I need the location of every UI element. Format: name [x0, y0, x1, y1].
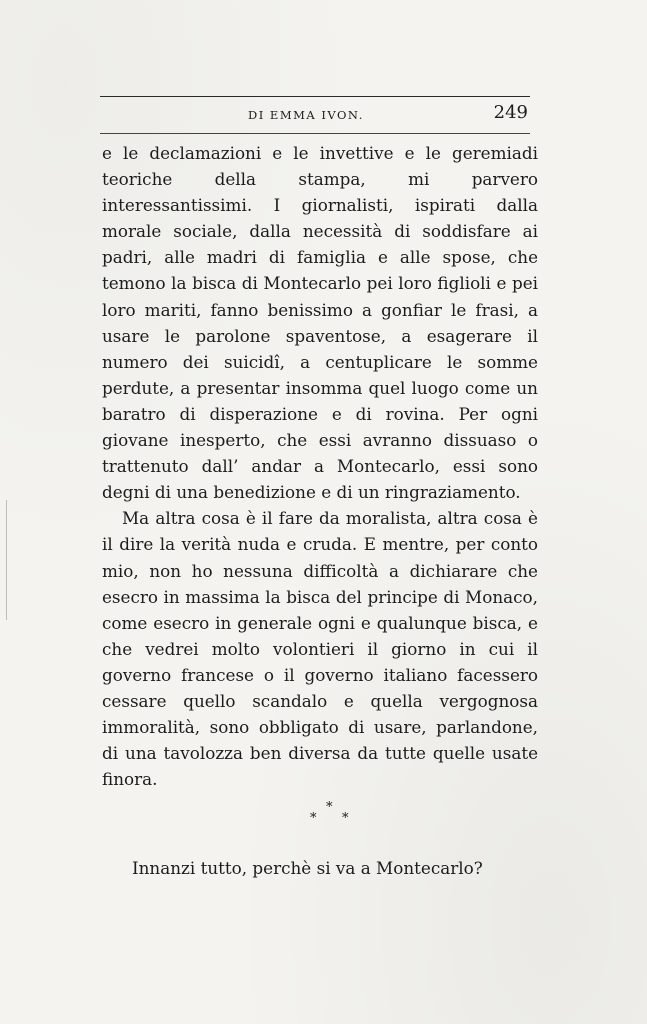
- page-number: 249: [493, 102, 528, 123]
- running-title: DI EMMA IVON.: [248, 108, 364, 122]
- body-text: [102, 140, 538, 792]
- asterism-star: *: [342, 811, 349, 826]
- header-rule: [100, 96, 530, 97]
- asterism-star: *: [310, 811, 317, 826]
- section-break-asterism: [300, 800, 360, 830]
- running-head: [100, 104, 530, 126]
- margin-bracket: [6, 500, 13, 620]
- asterism-star: *: [326, 800, 333, 815]
- paragraph-1: e le declamazioni e le invettive e le geremiadi teoriche della stampa, mi parvero interessantissimi. I giornalisti, ispirati dalla morale sociale, dalla necessità di soddisfare ai padri, alle madri di famiglia e alle spose, che temono la bisca di Montecarlo pei loro figlioli e pei loro mariti, fanno benissimo a gonfiar le frasi, a usare le parolone spaventose, a esagerare il numero dei suicidî, a centuplicare le somme perdute, a presentar insomma quel luogo come un baratro di disperazione e di rovina. Per ogni giovane inesperto, che essi avranno dissuaso o trattenuto dall’ andar a Montecarlo, essi sono degni di una benedizione e di un ringraziamento.: [102, 143, 538, 503]
- header-underline: [100, 133, 530, 134]
- paragraph-2: Ma altra cosa è il fare da moralista, altra cosa è il dire la verità nuda e cruda. E mentre, per conto mio, non ho nessuna difficoltà a dichiarare che esecro in massima la bisca del principe di Monaco, come esecro in generale ogni e qualunque bisca, e che vedrei molto volontieri il giorno in cui il governo francese o il governo italiano facessero cessare quello scandalo e quella vergognosa immoralità, sono obbligato di usare, parlandone, di una tavolozza ben diversa da tutte quelle usate finora.: [102, 508, 538, 790]
- closing-line: Innanzi tutto, perchè si va a Montecarlo?: [132, 858, 483, 878]
